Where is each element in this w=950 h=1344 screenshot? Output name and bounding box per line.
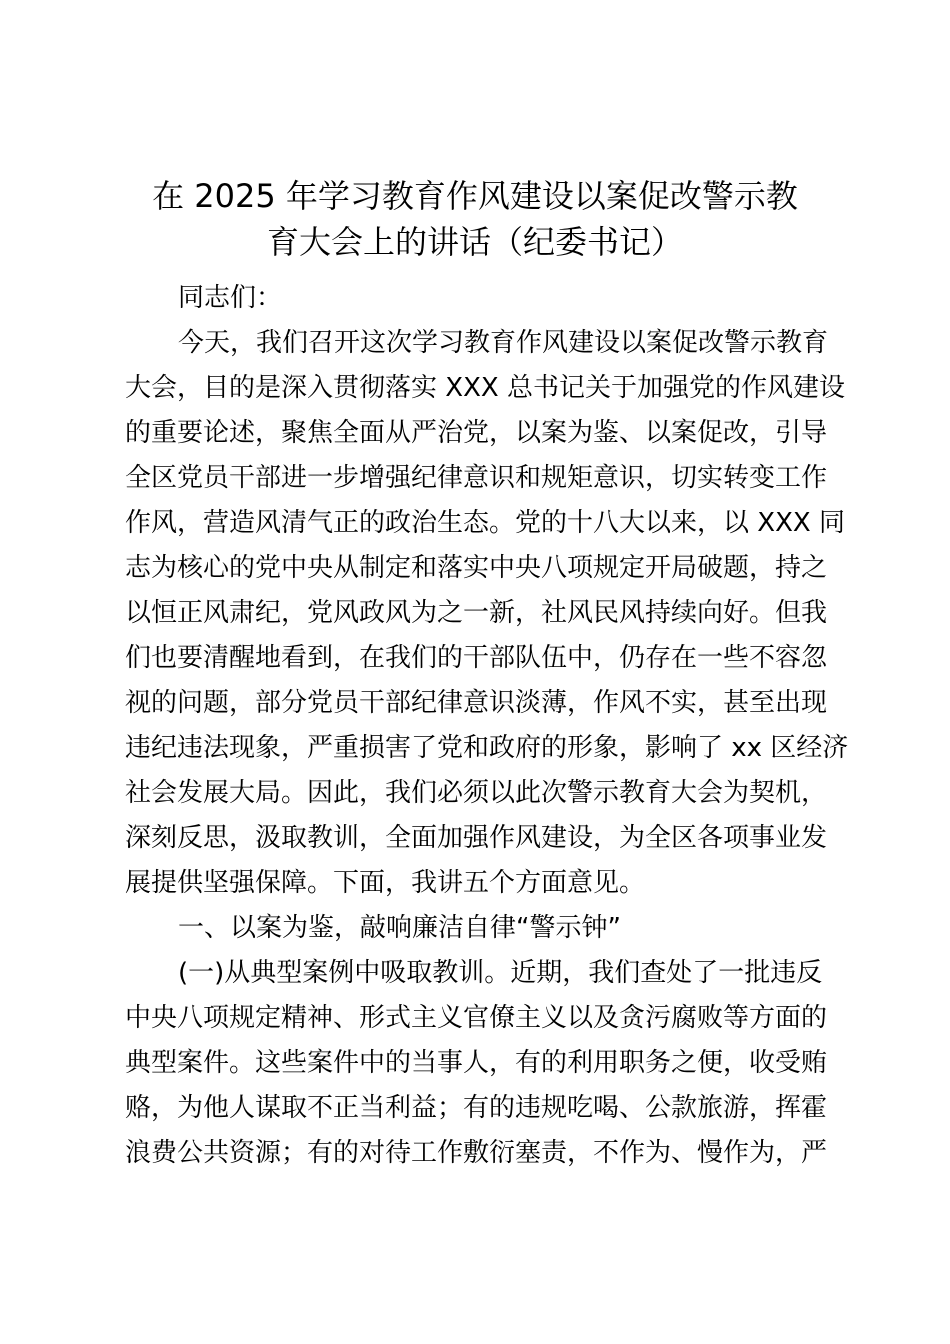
body-line-12: 深刻反思，汲取教训，全面加强作风建设，为全区各项事业发 bbox=[125, 823, 828, 853]
title-line-1: 在 2025 年学习教育作风建设以案促改警示教 bbox=[152, 177, 798, 215]
body-line-9: 视的问题，部分党员干部纪律意识淡薄，作风不实，甚至出现 bbox=[125, 688, 828, 718]
body-line-10: 违纪违法现象，严重损害了党和政府的形象，影响了 xx 区经济 bbox=[125, 733, 849, 763]
body-line-13: 展提供坚强保障。下面，我讲五个方面意见。 bbox=[125, 868, 646, 898]
section-heading-1: 一、以案为鉴，敲响廉洁自律“警示钟” bbox=[178, 913, 621, 943]
title-line-2: 育大会上的讲话（纪委书记） bbox=[266, 223, 683, 261]
body-line-3: 的重要论述，聚焦全面从严治党，以案为鉴、以案促改，引导 bbox=[125, 418, 828, 448]
body-line-1: 今天，我们召开这次学习教育作风建设以案促改警示教育 bbox=[178, 328, 829, 358]
body-line-17: 典型案件。这些案件中的当事人，有的利用职务之便，收受贿 bbox=[125, 1048, 828, 1078]
body-line-16: 中央八项规定精神、形式主义官僚主义以及贪污腐败等方面的 bbox=[125, 1003, 828, 1033]
body-line-11: 社会发展大局。因此，我们必须以此次警示教育大会为契机， bbox=[125, 778, 828, 808]
body-line-2: 大会，目的是深入贯彻落实 XXX 总书记关于加强党的作风建设 bbox=[125, 373, 845, 403]
body-line-5: 作风，营造风清气正的政治生态。党的十八大以来，以 XXX 同 bbox=[125, 508, 845, 538]
body-line-19: 浪费公共资源；有的对待工作敷衍塞责，不作为、慢作为，严 bbox=[125, 1138, 828, 1168]
body-line-8: 们也要清醒地看到，在我们的干部队伍中，仍存在一些不容忽 bbox=[125, 643, 828, 673]
body-line-4: 全区党员干部进一步增强纪律意识和规矩意识，切实转变工作 bbox=[125, 463, 828, 493]
body-line-15: (一)从典型案例中吸取教训。近期，我们查处了一批违反 bbox=[178, 958, 823, 988]
body-line-18: 赂，为他人谋取不正当利益；有的违规吃喝、公款旅游，挥霍 bbox=[125, 1093, 828, 1123]
body-line-7: 以恒正风肃纪，党风政风为之一新，社风民风持续向好。但我 bbox=[125, 598, 828, 628]
body-line-6: 志为核心的党中央从制定和落实中央八项规定开局破题，持之 bbox=[125, 553, 828, 583]
salutation: 同志们： bbox=[178, 283, 283, 313]
